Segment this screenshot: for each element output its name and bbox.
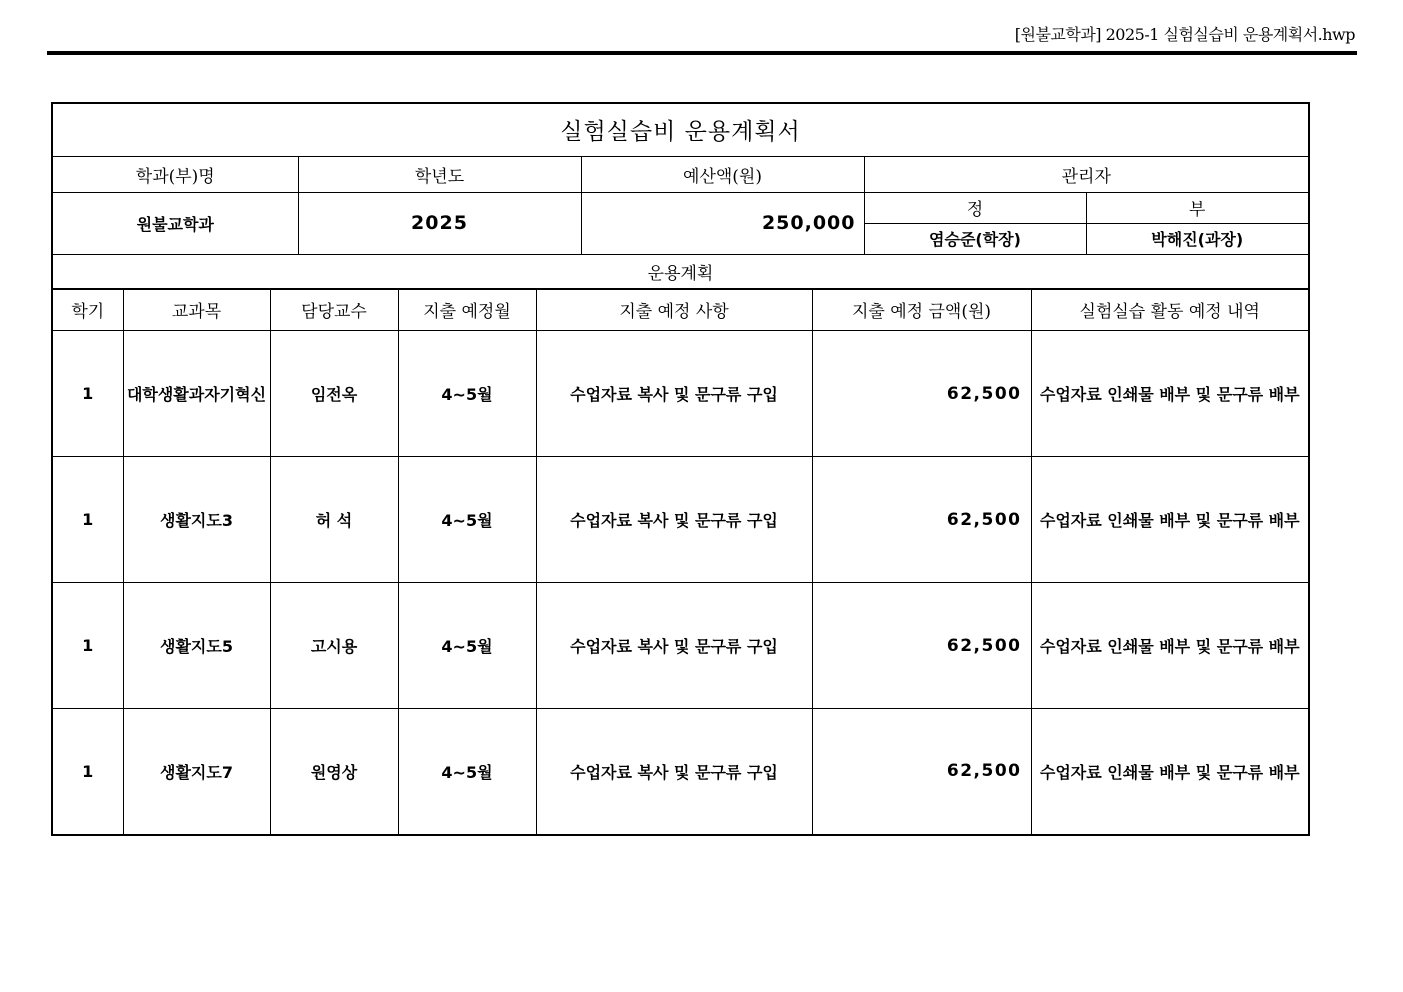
document-filename: [원불교학과] 2025-1 실험실습비 운용계획서.hwp xyxy=(1014,25,1355,44)
professor-cell: 고시용 xyxy=(270,583,398,709)
month-cell: 4~5월 xyxy=(398,331,536,457)
item-cell: 수업자료 복사 및 문구류 구입 xyxy=(536,709,812,835)
activity-cell: 수업자료 인쇄물 배부 및 문구류 배부 xyxy=(1031,457,1309,583)
semester-cell: 1 xyxy=(52,331,123,457)
table-row xyxy=(52,583,1309,709)
activity-cell: 수업자료 인쇄물 배부 및 문구류 배부 xyxy=(1031,331,1309,457)
course-cell: 생활지도7 xyxy=(123,709,270,835)
plan-section-label: 운용계획 xyxy=(52,254,1309,289)
amount-cell: 62,500 xyxy=(812,331,1031,457)
table-row xyxy=(52,331,1309,457)
department-header: 학과(부)명 xyxy=(52,156,298,192)
course-cell: 생활지도5 xyxy=(123,583,270,709)
professor-cell: 허 석 xyxy=(270,457,398,583)
professor-cell: 원영상 xyxy=(270,709,398,835)
year-value: 2025 xyxy=(298,192,581,254)
col-course: 교과목 xyxy=(123,289,270,331)
budget-value: 250,000 xyxy=(581,192,864,254)
item-cell: 수업자료 복사 및 문구류 구입 xyxy=(536,457,812,583)
activity-cell: 수업자료 인쇄물 배부 및 문구류 배부 xyxy=(1031,583,1309,709)
semester-cell: 1 xyxy=(52,457,123,583)
item-cell: 수업자료 복사 및 문구류 구입 xyxy=(536,583,812,709)
department-value: 원불교학과 xyxy=(52,192,298,254)
course-cell: 대학생활과자기혁신 xyxy=(123,331,270,457)
form-title: 실험실습비 운용계획서 xyxy=(52,103,1309,156)
manager-secondary-header: 부 xyxy=(1086,192,1309,223)
course-cell: 생활지도3 xyxy=(123,457,270,583)
col-item: 지출 예정 사항 xyxy=(536,289,812,331)
month-cell: 4~5월 xyxy=(398,583,536,709)
col-amount: 지출 예정 금액(원) xyxy=(812,289,1031,331)
col-professor: 담당교수 xyxy=(270,289,398,331)
year-header: 학년도 xyxy=(298,156,581,192)
item-cell: 수업자료 복사 및 문구류 구입 xyxy=(536,331,812,457)
manager-primary-header: 정 xyxy=(864,192,1086,223)
table-row xyxy=(52,457,1309,583)
semester-cell: 1 xyxy=(52,583,123,709)
budget-header: 예산액(원) xyxy=(581,156,864,192)
col-semester: 학기 xyxy=(52,289,123,331)
col-month: 지출 예정월 xyxy=(398,289,536,331)
col-activity: 실험실습 활동 예정 내역 xyxy=(1031,289,1309,331)
manager-primary-value: 염승준(학장) xyxy=(864,223,1086,254)
month-cell: 4~5월 xyxy=(398,709,536,835)
plan-table xyxy=(51,288,1310,836)
amount-cell: 62,500 xyxy=(812,583,1031,709)
budget-info-table xyxy=(51,102,1310,290)
month-cell: 4~5월 xyxy=(398,457,536,583)
semester-cell: 1 xyxy=(52,709,123,835)
activity-cell: 수업자료 인쇄물 배부 및 문구류 배부 xyxy=(1031,709,1309,835)
professor-cell: 임전옥 xyxy=(270,331,398,457)
amount-cell: 62,500 xyxy=(812,457,1031,583)
plan-table-header-row xyxy=(52,289,1309,331)
manager-header: 관리자 xyxy=(864,156,1309,192)
header-rule xyxy=(47,51,1357,55)
amount-cell: 62,500 xyxy=(812,709,1031,835)
table-row xyxy=(52,709,1309,835)
manager-secondary-value: 박해진(과장) xyxy=(1086,223,1309,254)
